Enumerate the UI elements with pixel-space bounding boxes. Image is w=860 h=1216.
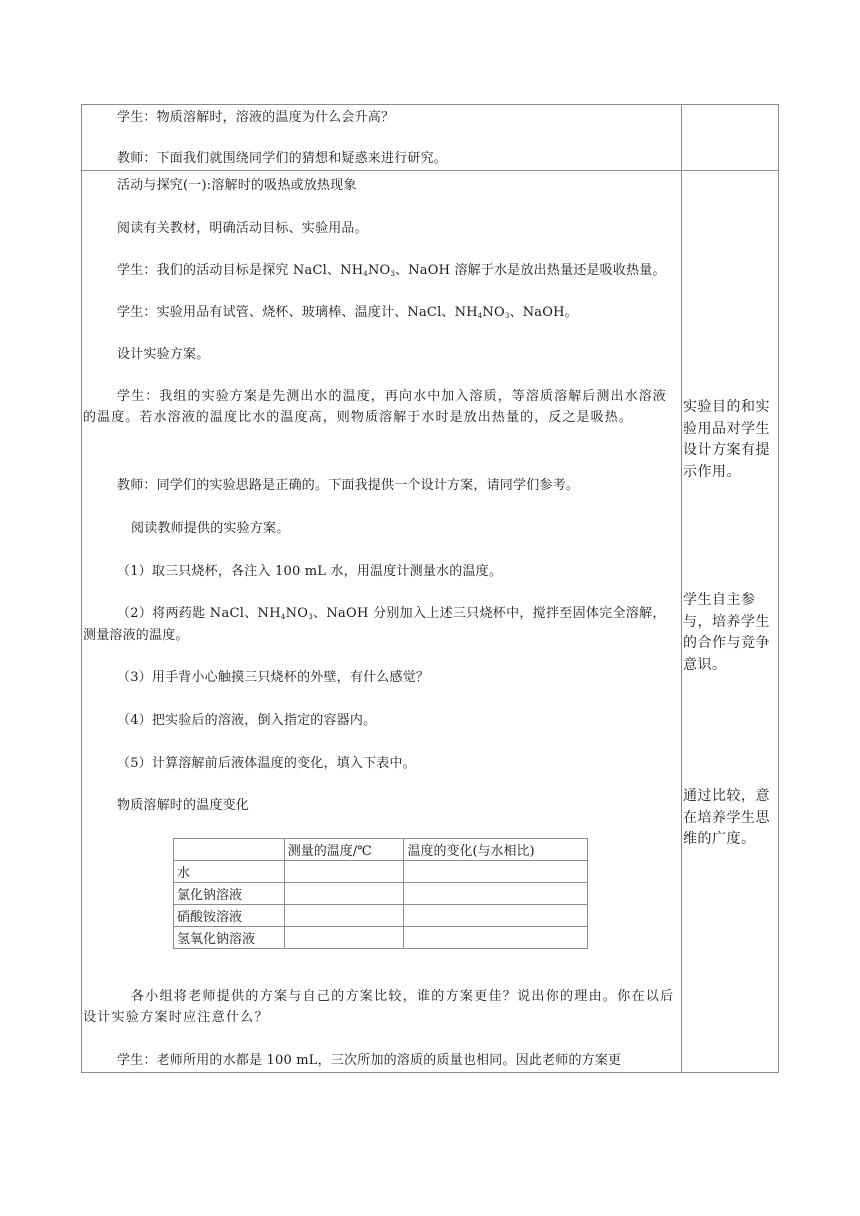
activity-goal: 学生：我们的活动目标是探究 NaCl、$NH_4NO_3$、NaOH 溶解于水是放出热量还是吸收热量。 <box>117 263 666 278</box>
table-header-cell: 温度的变化(与水相比) <box>404 839 588 861</box>
table-cell: 水 <box>174 861 285 883</box>
table-header-row <box>174 839 588 861</box>
teacher-statement: 教师：下面我们就围绕同学们的猜想和疑惑来进行研究。 <box>117 151 448 166</box>
experiment-supplies: 学生：实验用品有试管、烧杯、玻璃棒、温度计、NaCl、$NH_4NO_3$、NaOH。 <box>117 305 578 320</box>
student-answer: 学生：老师所用的水都是 100 mL，三次所加的溶质的质量也相同。因此老师的方案更 <box>117 1053 622 1068</box>
step-2: （2）将两药匙 NaCl、$NH_4NO_3$、NaOH 分别加入上述三只烧杯中，搅拌至固体完全溶解， <box>117 606 666 621</box>
table-cell <box>404 905 588 927</box>
table-row <box>174 861 588 883</box>
table-caption: 物质溶解时的温度变化 <box>117 798 250 813</box>
table-cell <box>284 861 404 883</box>
table-cell <box>284 905 404 927</box>
step-4: （4）把实验后的溶液，倒入指定的容器内。 <box>117 713 377 728</box>
table-row <box>174 927 588 949</box>
note-comparison: 通过比较，意在培养学生思维的广度。 <box>683 788 770 847</box>
table-header-cell <box>174 839 285 861</box>
table-cell <box>404 883 588 905</box>
table-row <box>174 905 588 927</box>
table-cell <box>284 927 404 949</box>
table-header-cell: 测量的温度/℃ <box>284 839 404 861</box>
column-divider <box>681 104 682 1073</box>
step-2-continued: 测量溶液的温度。 <box>83 628 189 643</box>
student-plan: 学生：我组的实验方案是先测出水的温度，再向水中加入溶质，等溶质溶解后测出水溶液的温度。若水溶液的温度比水的温度高，则物质溶解于水时是放出热量的，反之是吸热。 <box>83 389 667 425</box>
step-1: （1）取三只烧杯，各注入 100 mL 水，用温度计测量水的温度。 <box>117 564 503 579</box>
design-plan: 设计实验方案。 <box>117 347 210 362</box>
activity-title: 活动与探究(一):溶解时的吸热或放热现象 <box>117 178 357 193</box>
table-cell <box>404 927 588 949</box>
note-participation: 学生自主参与，培养学生的合作与竞争意识。 <box>683 592 770 673</box>
student-question: 学生：物质溶解时，溶液的温度为什么会升高？ <box>117 110 395 125</box>
compare-question: 各小组将老师提供的方案与自己的方案比较，谁的方案更佳？说出你的理由。你在以后设计实验方案时应注意什么？ <box>83 989 675 1025</box>
note-design-hint: 实验目的和实验用品对学生设计方案有提示作用。 <box>683 399 770 480</box>
row-divider <box>81 170 779 171</box>
table-cell: 硝酸铵溶液 <box>174 905 285 927</box>
read-material: 阅读有关教材，明确活动目标、实验用品。 <box>117 221 368 236</box>
step-3: （3）用手背小心触摸三只烧杯的外壁，有什么感觉？ <box>117 670 430 685</box>
table-cell <box>404 861 588 883</box>
table-cell: 氢氧化钠溶液 <box>174 927 285 949</box>
table-row <box>174 883 588 905</box>
step-5: （5）计算溶解前后液体温度的变化，填入下表中。 <box>117 756 416 771</box>
temperature-change-table <box>173 838 588 949</box>
table-cell <box>284 883 404 905</box>
teacher-comment: 教师：同学们的实验思路是正确的。下面我提供一个设计方案，请同学们参考。 <box>117 478 580 493</box>
read-teacher-plan: 阅读教师提供的实验方案。 <box>131 521 290 536</box>
table-cell: 氯化钠溶液 <box>174 883 285 905</box>
